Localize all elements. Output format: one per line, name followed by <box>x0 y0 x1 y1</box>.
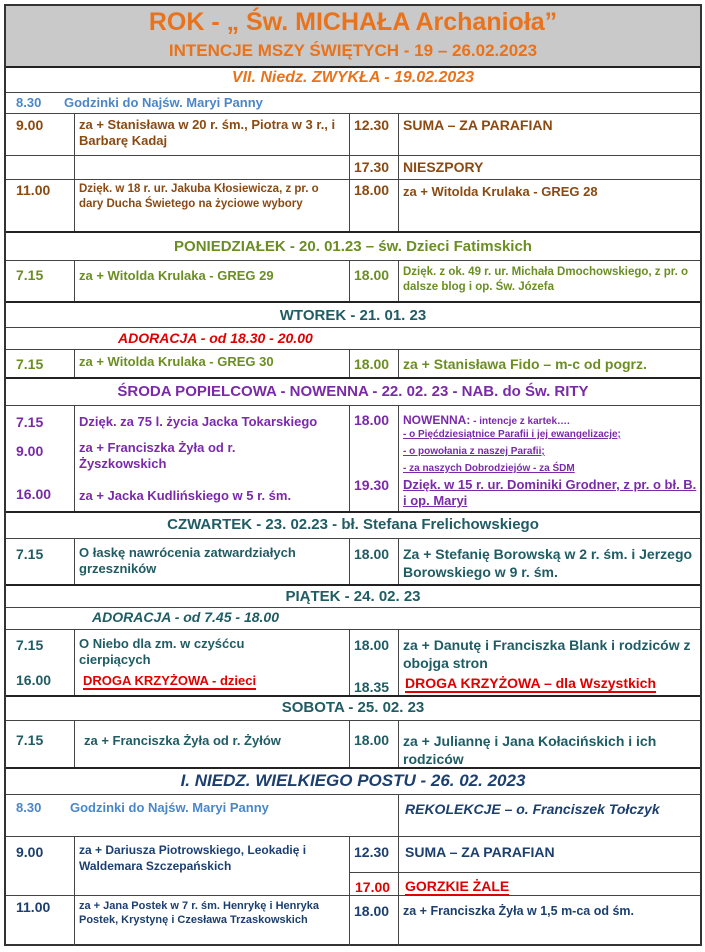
wednesday-mass5-intention: Dzięk. w 15 r. ur. Dominiki Grodner, z pr. o bł. B. i op. Maryi <box>403 477 697 508</box>
sunday1-vespers-time: 17.30 <box>354 159 390 175</box>
sunday1-mass1-intention: za + Stanisława w 20 r. śm., Piotra w 3 r., i Barbarę Kadaj <box>79 117 336 148</box>
novena-line-3: - za naszych Dobrodziejów - za ŚDM <box>403 463 575 474</box>
novena-line-1: - o Pięćdziesiątnice Parafii i jej ewangelizacje; <box>403 429 621 440</box>
friday-way-of-cross-children: DROGA KRZYŻOWA - dzieci <box>83 673 257 688</box>
sunday2-mass4-intention: za + Jana Postek w 7 r. śm. Henrykę i Henryka Postek, Krystynę i Czesława Trzaskowskich <box>79 900 319 926</box>
header <box>6 6 700 66</box>
monday-mass1-intention: za + Witolda Krulaka - GREG 29 <box>79 268 274 283</box>
sunday1-mass4-time: 11.00 <box>16 182 51 198</box>
sunday2-bitter-lamentations: GORZKIE ŻALE <box>405 878 510 894</box>
sunday2-godzinki-text: Godzinki do Najśw. Maryi Panny <box>70 800 269 815</box>
sunday2-mass5-intention: za + Franciszka Żyła w 1,5 m-ca od śm. <box>403 904 635 918</box>
wednesday-mass2-intention: za + Franciszka Żyła od r. Żyszkowskich <box>79 440 236 471</box>
novena-subtitle: - intencje z kartek…. <box>470 416 570 427</box>
sunday2-mass1-intention: za + Dariusza Piotrowskiego, Leokadię i Waldemara Szczepańskich <box>79 843 307 873</box>
sunday2-heading: I. NIEDZ. WIELKIEGO POSTU - 26. 02. 2023 <box>180 771 526 790</box>
wednesday-mass2-time: 9.00 <box>16 443 44 459</box>
monday-mass1-time: 7.15 <box>16 267 44 283</box>
tuesday-mass2-time: 18.00 <box>354 356 390 372</box>
monday-mass2-time: 18.00 <box>354 267 390 283</box>
thursday-mass1-intention: O łaskę nawrócenia zatwardziałych grzeszników <box>79 545 296 576</box>
friday-mass1-time: 7.15 <box>16 637 44 653</box>
sunday1-mass2-time: 12.30 <box>354 117 390 133</box>
monday-mass2-intention: Dzięk. z ok. 49 r. ur. Michała Dmochowskiego, z pr. o dalsze blog i op. Św. Józefa <box>403 266 689 293</box>
sunday1-mass4-intention: Dzięk. w 18 r. ur. Jakuba Kłosiewicza, z pr. o dary Ducha Świetego na życiowe wybory <box>79 183 319 210</box>
tuesday-heading: WTOREK - 21. 01. 23 <box>279 307 427 324</box>
sunday1-mass5-time: 18.00 <box>354 182 390 198</box>
thursday-mass2-intention: Za + Stefanię Borowską w 2 r. śm. i Jerzego Borowskiego w 9 r. śm. <box>403 546 693 580</box>
sunday1-godzinki-time: 8.30 <box>16 95 42 110</box>
novena-line-2: - o powołania z naszej Parafii; <box>403 446 545 457</box>
saturday-mass1-intention: za + Franciszka Żyła od r. Żyłów <box>84 733 281 748</box>
friday-way-of-cross-all: DROGA KRZYŻOWA – dla Wszystkich <box>405 675 656 691</box>
tuesday-mass2-intention: za + Stanisława Fido – m-c od pogrz. <box>403 356 647 372</box>
thursday-heading: CZWARTEK - 23. 02.23 - bł. Stefana Frelichowskiego <box>167 516 539 533</box>
saturday-mass2-time: 18.00 <box>354 732 390 748</box>
friday-heading: PIĄTEK - 24. 02. 23 <box>285 588 421 605</box>
sunday2-mass1-time: 9.00 <box>16 844 44 860</box>
thursday-mass1-time: 7.15 <box>16 546 44 562</box>
saturday-heading: SOBOTA - 25. 02. 23 <box>281 699 425 716</box>
sunday1-mass1-time: 9.00 <box>16 117 44 133</box>
friday-mass3-intention: za + Danutę i Franciszka Blank i rodziców z obojga stron <box>403 637 691 671</box>
tuesday-mass1-time: 7.15 <box>16 356 44 372</box>
sunday1-heading: VII. Niedz. ZWYKŁA - 19.02.2023 <box>231 69 475 86</box>
sunday2-mass5-time: 18.00 <box>354 903 390 919</box>
wednesday-mass1-time: 7.15 <box>16 414 44 430</box>
sunday2-mass4-time: 11.00 <box>16 899 51 915</box>
monday-heading: PONIEDZIAŁEK - 20. 01.23 – św. Dzieci Fatimskich <box>174 238 532 255</box>
thursday-mass2-time: 18.00 <box>354 546 390 562</box>
friday-way-of-cross-children-time: 16.00 <box>16 672 52 688</box>
wednesday-mass3-intention: za + Jacka Kudlińskiego w 5 r. śm. <box>79 488 292 503</box>
sunday2-bitter-lamentations-time: 17.00 <box>355 879 391 895</box>
wednesday-mass5-time: 19.30 <box>354 477 390 493</box>
wednesday-novena-time: 18.00 <box>354 412 390 428</box>
sunday2-godzinki-time: 8.30 <box>16 800 42 815</box>
wednesday-heading: ŚRODA POPIELCOWA - NOWENNA - 22. 02. 23 - NAB. do Św. RITY <box>117 383 589 400</box>
friday-adoration: ADORACJA - od 7.45 - 18.00 <box>92 609 279 625</box>
tuesday-mass1-intention: za + Witolda Krulaka - GREG 30 <box>79 354 274 369</box>
novena-title: NOWENNA: <box>403 413 471 427</box>
wednesday-novena <box>403 411 570 429</box>
wednesday-mass3-time: 16.00 <box>16 486 52 502</box>
tuesday-adoration: ADORACJA - od 18.30 - 20.00 <box>118 330 313 346</box>
sunday2-mass2-intention: SUMA – ZA PARAFIAN <box>405 844 555 860</box>
sunday1-mass5-intention: za + Witolda Krulaka - GREG 28 <box>403 184 598 199</box>
wednesday-mass1-intention: Dzięk. za 75 l. życia Jacka Tokarskiego <box>79 414 318 429</box>
saturday-mass2-intention: za + Juliannę i Jana Kołacińskich i ich rodziców <box>403 733 657 767</box>
page-subtitle: INTENCJE MSZY ŚWIĘTYCH - 19 – 26.02.2023 <box>168 41 538 60</box>
schedule-sheet <box>4 4 702 946</box>
sunday1-vespers-text: NIESZPORY <box>403 159 484 175</box>
sunday2-retreat: REKOLEKCJE – o. Franciszek Tołczyk <box>405 801 660 817</box>
sunday1-godzinki-text: Godzinki do Najśw. Maryi Panny <box>64 95 263 110</box>
saturday-mass1-time: 7.15 <box>16 732 44 748</box>
page-title: ROK - „ Św. MICHAŁA Archanioła” <box>148 8 558 36</box>
sunday1-mass2-intention: SUMA – ZA PARAFIAN <box>403 117 553 133</box>
friday-mass3-time: 18.00 <box>354 637 390 653</box>
friday-mass1-intention: O Niebo dla zm. w czyśćcu cierpiących <box>79 636 245 667</box>
sunday2-mass2-time: 12.30 <box>354 844 390 860</box>
friday-way-of-cross-all-time: 18.35 <box>354 679 390 695</box>
